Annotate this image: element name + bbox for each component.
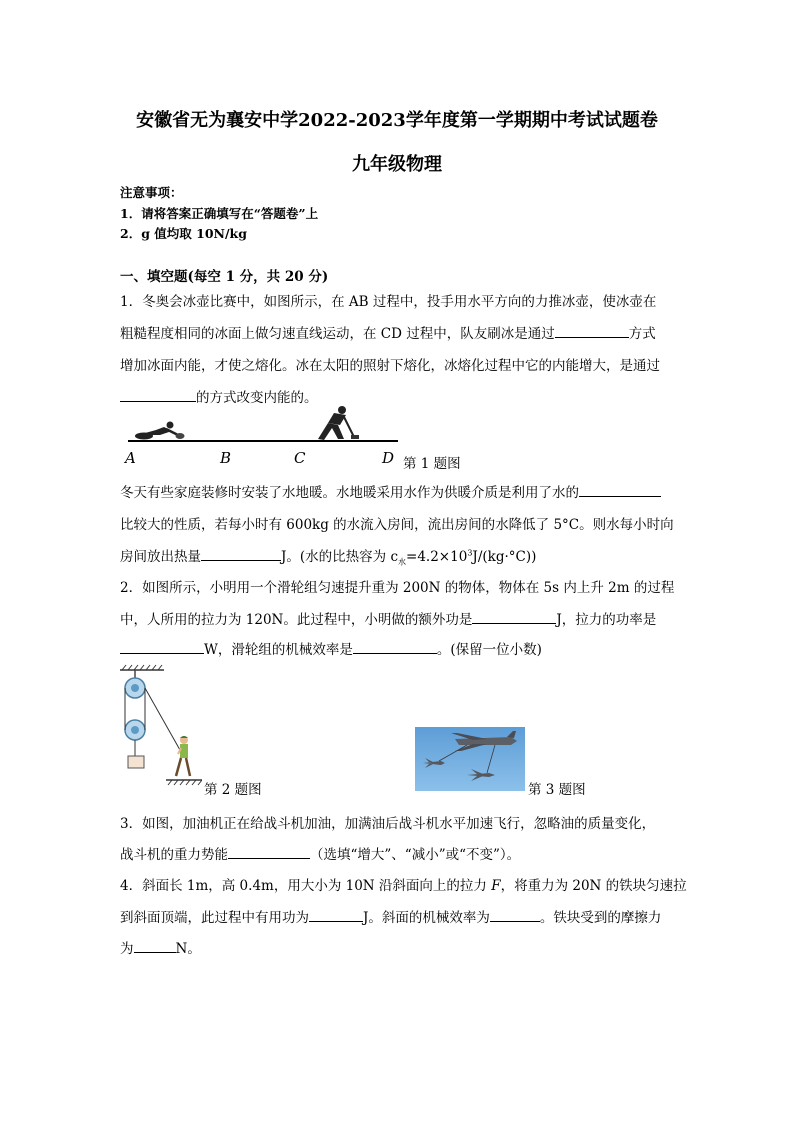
q2-line-1: 2．如图所示，小明用一个滑轮组匀速提升重为 200N 的物体，物体在 5s 内上升 2m 的过程 — [120, 580, 675, 596]
answer-blank[interactable] — [579, 484, 661, 497]
point-label-c: C — [294, 449, 306, 467]
q1b-line-1 — [120, 481, 661, 501]
ceiling-hatch — [120, 665, 164, 670]
q3-text: （选填“增大”、“减小”或“不变”）。 — [310, 847, 521, 863]
figure-1-caption: 第 1 题图 — [403, 456, 461, 472]
q4-text: 到斜面顶端，此过程中有用功为 — [120, 910, 309, 926]
exam-subtitle: 九年级物理 — [352, 154, 442, 175]
notice-heading: 注意事项： — [120, 185, 183, 200]
answer-blank[interactable] — [134, 940, 176, 953]
q1b-text: 房间放出热量 — [120, 549, 201, 565]
q1b-line-3 — [120, 545, 536, 568]
q2-text: J，拉力的功率是 — [556, 612, 657, 628]
figure-2-caption: 第 2 题图 — [204, 782, 262, 798]
point-label-b: B — [220, 449, 232, 467]
q1-line-1: 1．冬奥会冰壶比赛中，如图所示，在 AB 过程中，投手用水平方向的力推冰壶，使冰壶在 — [120, 294, 657, 310]
movable-pulley — [125, 720, 145, 740]
curling-stone — [176, 433, 185, 439]
q1-text: 粗糙程度相同的冰面上做匀速直线运动，在 CD 过程中，队友刷冰是通过 — [120, 326, 555, 342]
q2-text: 中，人所用的拉力为 120N。此过程中，小明做的额外功是 — [120, 612, 473, 628]
point-label-a: A — [125, 449, 136, 467]
q4-text: 为 — [120, 941, 134, 957]
q2-line-2 — [120, 608, 656, 628]
answer-blank[interactable] — [228, 846, 310, 859]
answer-blank[interactable] — [120, 389, 196, 402]
answer-blank[interactable] — [472, 611, 556, 624]
answer-blank[interactable] — [201, 548, 281, 561]
q1-text: 方式 — [628, 326, 656, 342]
q4-text: 。铁块受到的摩擦力 — [539, 910, 662, 926]
q1b-text: =4.2×10 — [406, 549, 468, 565]
answer-blank[interactable] — [309, 909, 363, 922]
q1-text: 的方式改变内能的。 — [196, 390, 318, 406]
fixed-pulley — [125, 678, 145, 698]
q1b-text: 冬天有些家庭装修时安装了水地暖。水地暖采用水作为供暖介质是利用了水的 — [120, 485, 579, 501]
q4-line-3 — [120, 937, 201, 957]
q3-text: 战斗机的重力势能 — [120, 847, 228, 863]
q1b-subscript: 水 — [398, 557, 407, 567]
thrower-figure — [135, 422, 185, 440]
q4-text: J。斜面的机械效率为 — [363, 910, 490, 926]
q4-line-1 — [120, 874, 687, 894]
q3-line-1: 3．如图，加油机正在给战斗机加油，加满油后战斗机水平加速飞行，忽略油的质量变化， — [120, 816, 656, 832]
point-label-d: D — [382, 449, 395, 467]
load-block — [128, 756, 144, 768]
q4-text: N。 — [175, 941, 201, 957]
q1b-text: J。(水的比热容为 c — [281, 549, 399, 565]
exam-title: 安徽省无为襄安中学2022-2023学年度第一学期期中考试试题卷 — [136, 110, 658, 131]
q4-text: 4．斜面长 1m，高 0.4m，用大小为 10N 沿斜面向上的拉力 — [120, 878, 492, 894]
notice-item-1: 1．请将答案正确填写在“答题卷”上 — [120, 206, 319, 221]
q4-text: ，将重力为 20N 的铁块匀速拉 — [500, 878, 687, 894]
answer-blank[interactable] — [353, 641, 437, 654]
answer-blank[interactable] — [490, 909, 540, 922]
figure-3-caption: 第 3 题图 — [528, 782, 586, 798]
q2-text: W，滑轮组的机械效率是 — [204, 642, 353, 658]
answer-blank[interactable] — [120, 641, 204, 654]
person-figure — [176, 736, 190, 776]
curling-figure — [120, 405, 410, 467]
ground-hatch — [166, 780, 202, 785]
q1-line-4 — [120, 386, 318, 406]
q4-force-variable: F — [491, 878, 501, 894]
sweeper-figure — [318, 406, 359, 440]
q4-line-2 — [120, 906, 661, 926]
q2-line-3 — [120, 638, 542, 658]
refueling-photo — [415, 727, 525, 791]
answer-blank[interactable] — [555, 325, 629, 338]
q1-line-3: 增加冰面内能，才使之熔化。冰在太阳的照射下熔化，冰熔化过程中它的内能增大，是通过 — [120, 358, 660, 374]
q1-line-2 — [120, 322, 656, 342]
section-heading: 一、填空题(每空 1 分，共 20 分) — [120, 269, 329, 285]
q1b-superscript: 3 — [467, 548, 473, 558]
pulley-figure — [118, 664, 202, 788]
q1b-line-2: 比较大的性质，若每小时有 600kg 的水流入房间，流出房间的水降低了 5°C。则水每小时向 — [120, 517, 674, 533]
q3-line-2 — [120, 843, 520, 863]
q2-text: 。(保留一位小数) — [436, 642, 542, 658]
q1b-text: J/(kg·°C)) — [472, 549, 537, 565]
notice-item-2: 2．g 值均取 10N/kg — [120, 226, 247, 241]
